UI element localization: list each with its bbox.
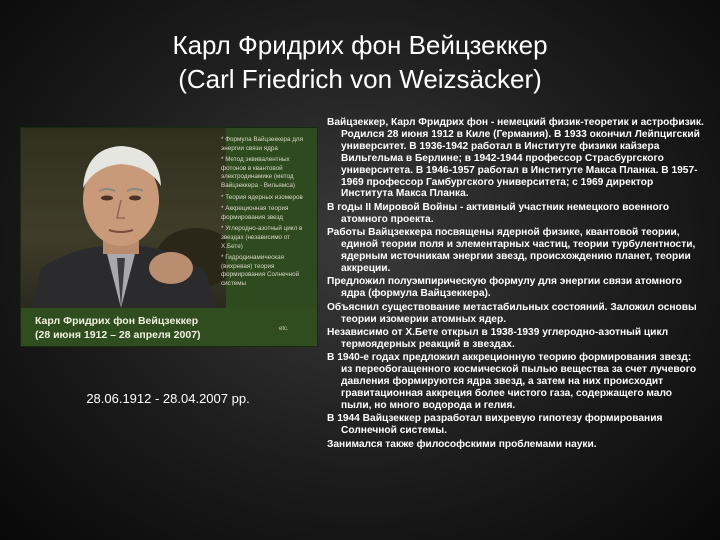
biography-text: [327, 117, 705, 452]
portrait-image: [21, 128, 226, 308]
bio-paragraph: В 1940-е годах предложил аккреционную теорию формирования звезд: из переобогащенного космической пылью вещества за счет лучевого давления формируются ядра звезд, а затем на них происходит гравитационная аккреция более чистого газа, содержащего мало пыли, но много водорода и гелия.: [327, 352, 697, 411]
photo-fact: * Углеродно-азотный цикл в звездах (независимо от Х.Бете): [221, 225, 303, 250]
bio-paragraph: Предложил полуэмпирическую формулу для энергии связи атомного ядра (формула Вайцзеккера).: [327, 276, 682, 300]
bio-paragraph: В 1944 Вайцзеккер разработал вихревую гипотезу формирования Солнечной системы.: [327, 413, 663, 437]
life-dates: 28.06.1912 - 28.04.2007 pp.: [86, 391, 250, 406]
photo-fact-list: [221, 136, 313, 292]
photo-fact: * Метод эквивалентных фотонов в квантовой электродинамике (метод Вайцзеккера - Вильямса): [221, 156, 295, 189]
bio-paragraph: Вайцзеккер, Карл Фридрих фон - немецкий физик-теоретик и астрофизик. Родился 28 июня 1912 в Киле (Германия). В 1933 окончил Лейпцигский университет. В 1936-1942 работал в Институте физики кайзера Вильгельма в Берлине; в 1942-1944 профессор Страсбургского университета. В 1946-1957 работал в Институте Макса Планка. В 1957-1969 профессор Гамбургского университета; с 1969 директор Института Макса Планка.: [327, 117, 704, 200]
photo-fact: * Гидродинамическая (вихревая) теория формирования Солнечной системы: [221, 254, 300, 287]
photo-caption-dates: (28 июня 1912 – 28 апреля 2007): [35, 329, 201, 341]
photo-fact: * Теория ядерных изомеров: [221, 193, 303, 201]
title-line-latin: (Carl Friedrich von Weizsäcker): [178, 64, 542, 94]
photo-fact: * Формула Вайцзеккера для энергии связи ядра: [221, 136, 303, 152]
portrait-photo: [20, 127, 318, 347]
photo-caption-mark: etc.: [279, 326, 289, 332]
bio-paragraph: Объяснил существование метастабильных состояний. Заложил основы теории изомерии атомных ядер.: [327, 301, 697, 325]
photo-fact: * Аккреционная теория формирования звезд: [221, 205, 289, 221]
title-line-russian: Карл Фридрих фон Вейцзеккер: [172, 30, 548, 60]
bio-paragraph: Работы Вайцзеккера посвящены ядерной физике, квантовой теории, единой теории поля и элементарных частиц, теории турбулентности, ядерным источникам энергии звезд, происхождению планет, теории аккреции.: [327, 227, 696, 274]
bio-paragraph: В годы II Мировой Войны - активный участник немецкого военного атомного проекта.: [327, 201, 670, 225]
slide-title: [0, 28, 720, 96]
bio-paragraph: Занимался также философскими проблемами науки.: [327, 438, 597, 450]
photo-caption-name: Карл Фридрих фон Вейцзеккер: [35, 315, 199, 327]
bio-paragraph: Независимо от Х.Бете открыл в 1938-1939 углеродно-азотный цикл термоядерных реакций в звездах.: [327, 326, 669, 350]
